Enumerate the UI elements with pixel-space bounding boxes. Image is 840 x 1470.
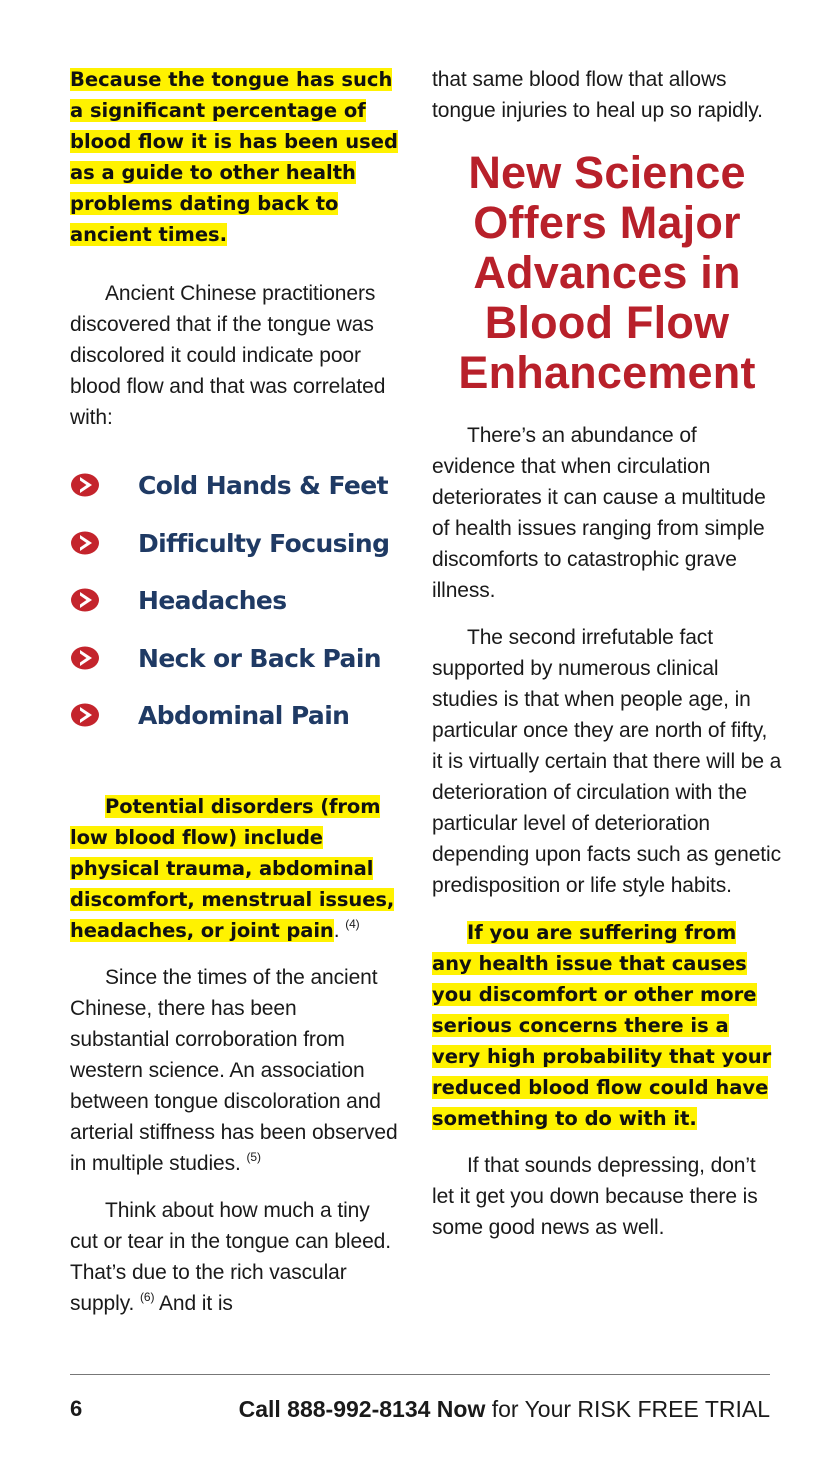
tongue-cut-continuation: And it is (154, 1291, 233, 1315)
red-chevron-circle-icon (70, 703, 100, 727)
red-chevron-circle-icon (70, 531, 100, 555)
symptom-label: Difficulty Focusing (138, 528, 390, 558)
symptom-item (70, 586, 400, 644)
reference-marker: (5) (246, 1149, 261, 1164)
headline-line: New Science (468, 147, 746, 198)
chinese-practitioners-paragraph: Ancient Chinese practitioners discovered that if the tongue was discolored it could indicate poor blood flow and that was correlated with: (70, 282, 386, 429)
page-number: 6 (70, 1396, 83, 1421)
tongue-cut-paragraph (70, 1195, 400, 1319)
symptom-item (70, 529, 400, 587)
disorders-highlight-text: Potential disorders (from low blood flow) include physical trauma, abdominal discomfort, menstrual issues, headaches, or joint pain (70, 794, 395, 942)
symptom-label: Abdominal Pain (138, 701, 350, 730)
symptom-item (70, 644, 400, 702)
tongue-cut-text: Think about how much a tiny cut or tear in the tongue can bleed. That’s due to the rich vascular supply. (70, 1198, 391, 1315)
section-headline (432, 148, 782, 398)
headline-line: Blood Flow (484, 297, 730, 348)
western-science-text: Since the times of the ancient Chinese, there has been substantial corroboration from western science. An association between tongue discoloration and arterial stiffness has been observed in multiple studies. (70, 965, 398, 1175)
reference-marker: (4) (345, 916, 360, 931)
suffering-highlight-paragraph (432, 917, 782, 1134)
red-chevron-circle-icon (70, 473, 100, 497)
continued-paragraph: that same blood flow that allows tongue injuries to heal up so rapidly. (432, 68, 763, 122)
symptom-list (70, 471, 400, 759)
red-chevron-circle-icon (70, 646, 100, 670)
abundance-paragraph: There’s an abundance of evidence that when circulation deteriorates it can cause a multitude of health issues ranging from simple discomforts to catastrophic grave illness. (432, 424, 766, 602)
headline-line: Enhancement (458, 347, 756, 398)
symptom-label: Neck or Back Pain (138, 643, 381, 673)
disorders-paragraph (70, 791, 400, 946)
footer-divider (70, 1374, 770, 1375)
suffering-highlight-text: If you are suffering from any health issue that causes you discomfort or other more serious concerns there is a very high probability that your reduced blood flow could have something to do with it. (432, 921, 772, 1130)
second-fact-paragraph: The second irrefutable fact supported by numerous clinical studies is that when people age, in particular once they are north of fifty, it is virtually certain that there will be a deterioration of circulation with the particular level of deterioration depending upon facts such as genetic predisposition or life style habits. (432, 626, 782, 897)
good-news-paragraph: If that sounds depressing, don’t let it get you down because there is some good news as well. (432, 1154, 758, 1239)
footer-trial-text: for Your RISK FREE TRIAL (485, 1396, 770, 1422)
footer-call-to-action (239, 1396, 770, 1423)
reference-marker: (6) (140, 1289, 155, 1304)
left-column (70, 64, 400, 1319)
right-column (432, 64, 782, 1243)
red-chevron-circle-icon (70, 588, 100, 612)
headline-line: Offers Major (473, 197, 741, 248)
symptom-label: Cold Hands & Feet (138, 471, 388, 500)
disorders-tail: . (333, 918, 340, 942)
symptom-label: Headaches (138, 586, 287, 615)
intro-highlight-text: Because the tongue has such a significant percentage of blood flow it is has been used as a guide to other health problems dating back to ancient times. (70, 68, 398, 246)
headline-line: Advances in (473, 247, 741, 298)
western-science-paragraph (70, 962, 400, 1179)
footer-phone-cta: Call 888-992-8134 Now (238, 1396, 486, 1422)
intro-highlight-paragraph (70, 64, 400, 250)
symptom-item (70, 701, 400, 759)
symptom-item (70, 471, 400, 529)
